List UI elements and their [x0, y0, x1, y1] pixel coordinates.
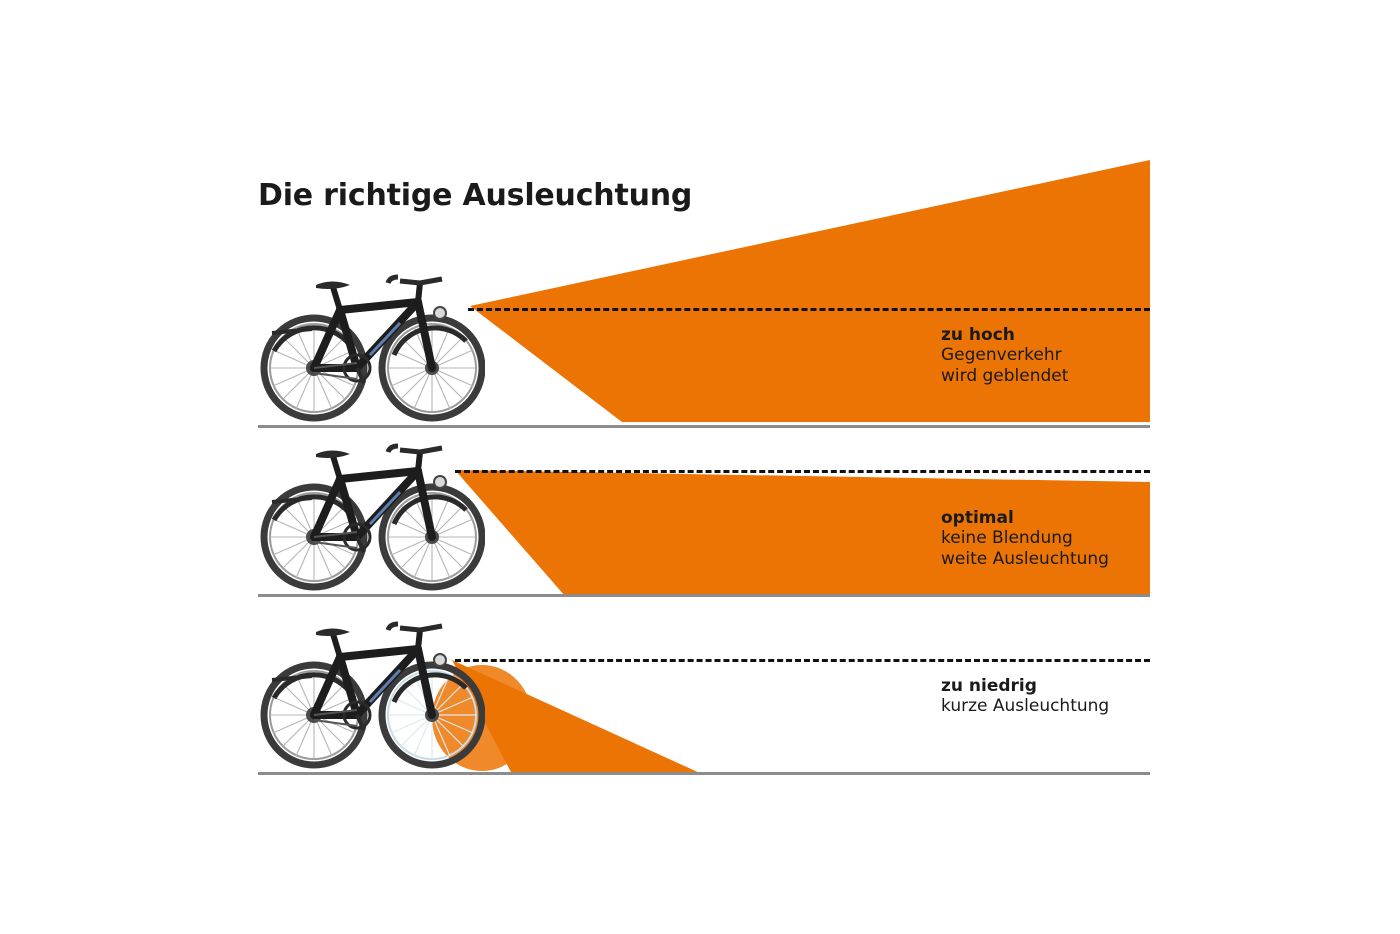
label-line-1: Gegenverkehr: [941, 345, 1062, 366]
label-heading: zu hoch: [941, 325, 1015, 345]
label-heading: optimal: [941, 508, 1014, 528]
label-line-1: keine Blendung: [941, 528, 1073, 549]
ground-line-2: [258, 594, 1150, 597]
label-line-2: wird geblendet: [941, 365, 1069, 386]
bicycle-icon: [260, 255, 485, 425]
label-too-high: [941, 325, 1068, 386]
label-heading: zu niedrig: [941, 676, 1037, 696]
reference-dashed-line-1: [468, 308, 1150, 311]
reference-dashed-line-2: [455, 470, 1150, 473]
bicycle-icon: [260, 602, 485, 772]
label-line-1: kurze Ausleuchtung: [941, 696, 1110, 717]
label-optimal: [941, 508, 1109, 569]
bicycle-icon: [260, 424, 485, 594]
page-title: Die richtige Ausleuchtung: [258, 178, 693, 213]
label-too-low: [941, 676, 1109, 717]
reference-dashed-line-3: [455, 659, 1150, 662]
ground-line-3: [258, 772, 1150, 775]
label-line-2: weite Ausleuchtung: [941, 548, 1109, 569]
